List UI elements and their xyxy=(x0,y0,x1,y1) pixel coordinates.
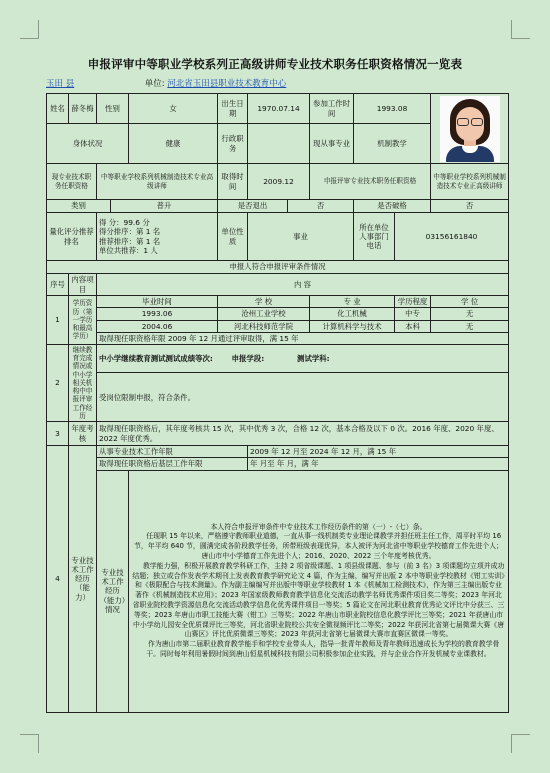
work-period-value: 2009 年 12 月至 2024 年 12 月，满 15 年 xyxy=(248,446,509,458)
county: 玉田 县 xyxy=(46,79,75,89)
cont-edu-note: 受岗位限制申报，符合条件。 xyxy=(97,373,509,422)
obtained-label: 取得时间 xyxy=(218,164,248,200)
work-start-label: 参加工作时间 xyxy=(310,94,354,124)
document-title: 申报评审中等职业学校系列正高级讲师专业技术职务任职资格情况一览表 xyxy=(87,57,463,71)
admin-label: 行政职务 xyxy=(218,124,248,164)
work-intro: 本人符合申报评审条件中专业技术工作经历条件的第（一）-（七）条。 xyxy=(210,522,427,531)
category-label: 类别 xyxy=(47,200,111,213)
score-block xyxy=(97,213,218,261)
grassroots-value: 年 月至 年 月，满 年 xyxy=(248,458,509,470)
apply-title-value: 中等职业学校系列机械制造技术专业正高级讲师 xyxy=(431,164,509,200)
basic-row-4 xyxy=(47,200,509,213)
content-header: 内 容 xyxy=(97,274,509,296)
crop-mark-bottom-left xyxy=(20,734,39,753)
test-subject-label: 测试学科: xyxy=(297,353,330,363)
test-grade-label: 中小学继续教育测试测试成绩等次: xyxy=(99,353,213,363)
crop-mark-bottom-right xyxy=(511,734,530,753)
phone-value: 03156161840 xyxy=(395,213,509,261)
phone-label: 所在单位人事部门电话 xyxy=(354,213,395,261)
unit-type-value: 事业 xyxy=(248,213,354,261)
row4-label: 专业技术工作经历（能力） xyxy=(69,446,97,713)
table-row xyxy=(47,308,509,320)
row3-seq: 3 xyxy=(47,422,69,446)
gender-value: 女 xyxy=(129,94,218,124)
cur-title-value: 中等职业学校系列机械制造技术专业高级讲师 xyxy=(97,164,218,200)
work-period-label: 从事专业技术工作年限 xyxy=(97,446,248,458)
edu-header-row xyxy=(47,296,509,308)
edu-cell: 无 xyxy=(431,320,509,332)
conditions-header: 申报人符合申报评审条件情况 xyxy=(47,261,509,274)
edu-cell: 本科 xyxy=(395,320,431,332)
health-value: 健康 xyxy=(129,124,218,164)
item-header: 内容项目 xyxy=(69,274,97,296)
grassroots-row xyxy=(47,458,509,470)
score-label: 量化评分推荐排名 xyxy=(47,213,97,261)
work-paragraph: 作为唐山市第二届职业教育教学能手和学校专业带头人，指导一批青年教师及青年教师迅速成长为学校的教育教学骨干。同时每年利用暑假时间到唐山恒星机械科技有限公司积极参加企业实践，并与企业合作开发机械专业课教材。 xyxy=(146,640,500,658)
edu-qual-line: 取得现任职资格年限 2009 年 12 月通过评审取得，满 15 年 xyxy=(97,332,509,344)
cond-col-header-row xyxy=(47,274,509,296)
edu-cell: 计算机科学与技术 xyxy=(310,320,395,332)
health-label: 身体状况 xyxy=(47,124,129,164)
apply-title-label: 申报评审专业技术职务任职资格 xyxy=(310,164,431,200)
birth-value: 1970.07.14 xyxy=(248,94,310,124)
name-value: 薛冬梅 xyxy=(69,94,97,124)
crop-mark-top-left xyxy=(20,20,39,39)
major-value: 机制教学 xyxy=(354,124,431,164)
header-meta xyxy=(46,77,516,89)
basic-row-1 xyxy=(47,94,509,124)
unit-label: 单位: xyxy=(144,79,165,89)
cont-edu-row-2 xyxy=(47,373,509,422)
table-row xyxy=(47,320,509,332)
grassroots-label: 取得现任职资格后基层工作年限 xyxy=(97,458,248,470)
edu-cell: 中专 xyxy=(395,308,431,320)
unit-type-label: 单位性质 xyxy=(218,213,248,261)
edu-col-level: 学历程度 xyxy=(395,296,431,308)
obtained-value: 2009.12 xyxy=(248,164,310,200)
work-detail-row xyxy=(47,470,509,712)
work-paragraph: 教学能力强，积极开展教育教学科研工作，主持 2 项省级课题、1 项县级课题、参与（前 3 名）3 项课题均立项并成功结题；独立或合作发表学术期刊上发表教育教学研究论文 4 篇，作为主编，编写并出版 2 本中等职业学校教材《钳工实训》和《极限配合与技术测量》。作为副主编编写并出版中等职业学校教材 1 本《机械加工检测技术》，作为第三主编出版专业著作《机械制造技术应用》；2023 年国家级教师教育教学信息化交流活动教学名师优秀课件项目奖二等奖；2023 年河北省职业院校教学资源信息化交流活动教学信息化优秀课件项目一等奖；5 篇论文在河北职业教育优秀论文评比中分获三、三等奖；2023 年唐山市职工技能大赛（钳工）三等奖；2022 年唐山市职业院校信息化教学评比三等奖；2021 年获唐山市中小学幼儿园安全优质课评比三等奖，河北省职业院校公共安全微视频评比二等奖；2022 年获河北省第七届微课大赛《唐山赛区》评比优质微课三等奖；2023 年获河北省第七届微课大赛市直赛区微课一等奖。 xyxy=(132,561,505,639)
score-line: 得 分：99.6 分 xyxy=(99,218,150,227)
cont-edu-test xyxy=(97,345,509,373)
edu-col-major: 专 业 xyxy=(310,296,395,308)
edu-cell: 无 xyxy=(431,308,509,320)
admin-value xyxy=(248,124,310,164)
annual-appraisal-row xyxy=(47,422,509,446)
edu-cell: 2004.06 xyxy=(97,320,218,332)
work-period-row xyxy=(47,446,509,458)
category-value: 普升 xyxy=(111,200,218,213)
score-line: 推荐排序：第 1 名 xyxy=(99,236,161,246)
break-value: 否 xyxy=(431,200,509,213)
score-line: 单位共推荐：1 人 xyxy=(99,245,158,255)
row3-label: 年度考核 xyxy=(69,422,97,446)
cur-title-label: 现专业技术职务任职资格 xyxy=(47,164,97,200)
photo-cell xyxy=(431,94,509,164)
edu-col-school: 学 校 xyxy=(218,296,310,308)
conditions-header-row xyxy=(47,261,509,274)
retire-value: 否 xyxy=(288,200,354,213)
row2-seq: 2 xyxy=(47,345,69,422)
edu-cell: 沧州工业学校 xyxy=(218,308,310,320)
edu-col-time: 毕业时间 xyxy=(97,296,218,308)
break-label: 是否破格 xyxy=(354,200,431,213)
work-start-value: 1993.08 xyxy=(354,94,431,124)
edu-label: 学历资历（第一学历和最高学历） xyxy=(69,296,97,345)
seq-header: 序号 xyxy=(47,274,69,296)
qualification-table xyxy=(46,93,509,713)
work-paragraph: 任现职 15 年以来，严格遵守教师职业道德，一直从事一线机制类专业理论课教学并担任班主任工作，周平时平均 16 节，年平均 640 节，圆满完成各阶段教学任务，所带班级表现优异，本人被评为河北省中等职业学校德育工作先进个人；唐山市中小学德育工作先进个人；2016、2020、2022 三个年度考核优秀。 xyxy=(134,532,503,560)
name-label: 姓名 xyxy=(47,94,69,124)
annual-appraisal-text: 取得现任职资格后，其年度考核共 15 次，其中优秀 3 次，合格 12 次，基本合格及以下 0 次。2016 年度、2020 年度、2022 年度优秀。 xyxy=(97,422,509,446)
retire-label: 是否退出 xyxy=(218,200,288,213)
unit-name: 河北省玉田县职业技术教育中心 xyxy=(167,79,287,89)
test-stage-label: 申报学段: xyxy=(231,353,265,363)
edu-cell: 1993.06 xyxy=(97,308,218,320)
row4-seq: 4 xyxy=(47,446,69,713)
basic-row-3 xyxy=(47,164,509,200)
crop-mark-top-right xyxy=(511,20,530,39)
score-line: 得分排序：第 1 名 xyxy=(99,227,161,237)
row2-label: 继续教育完成情况或中小学相关机构中申报评审工作经历 xyxy=(69,345,97,422)
major-label: 现从事专业 xyxy=(310,124,354,164)
edu-col-degree: 学 位 xyxy=(431,296,509,308)
edu-cell: 化工机械 xyxy=(310,308,395,320)
applicant-photo xyxy=(440,96,500,162)
edu-seq: 1 xyxy=(47,296,69,345)
edu-cell: 河北科技师范学院 xyxy=(218,320,310,332)
cont-edu-row-1 xyxy=(47,345,509,373)
gender-label: 性别 xyxy=(97,94,129,124)
work-sub-label: 专业技术工作经历（能力）情况 xyxy=(97,470,129,712)
work-detail xyxy=(129,470,509,712)
basic-row-5 xyxy=(47,213,509,261)
birth-label: 出生日期 xyxy=(218,94,248,124)
edu-qual-row xyxy=(47,332,509,344)
